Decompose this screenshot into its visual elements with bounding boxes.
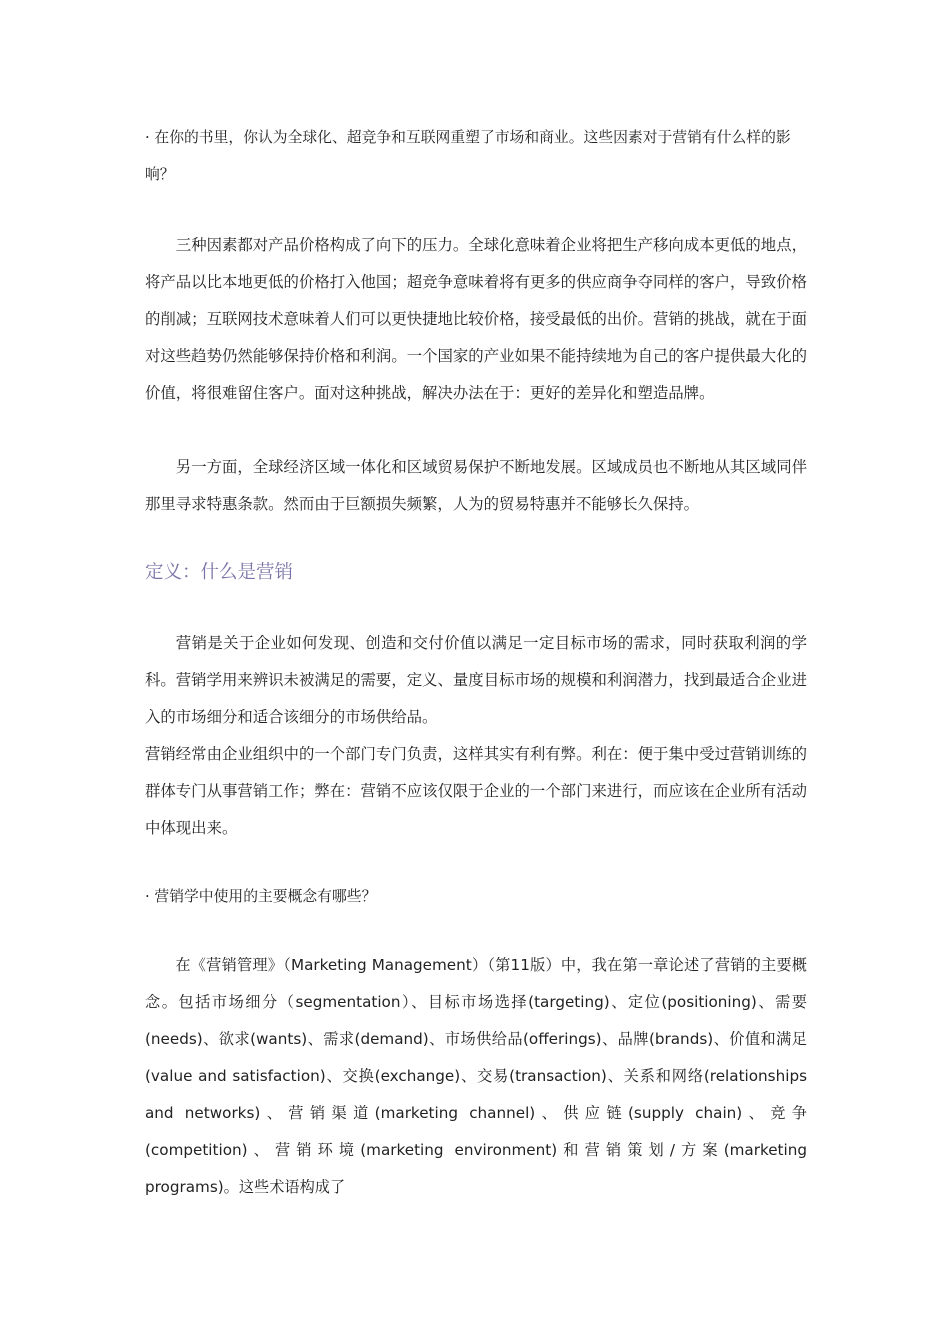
document-page — [145, 0, 807, 1344]
definition-paragraph-1: 营销是关于企业如何发现、创造和交付价值以满足一定目标市场的需求，同时获取利润的学科。营销学用来辨识未被满足的需要，定义、量度目标市场的规模和利润潜力，找到最适合企业进入的市场细分和适合该细分的市场供给品。 — [145, 634, 807, 726]
answer-globalization-paragraph-2: 另一方面，全球经济区域一体化和区域贸易保护不断地发展。区域成员也不断地从其区域同伴那里寻求特惠条款。然而由于巨额损失频繁，人为的贸易特惠并不能够长久保持。 — [145, 458, 807, 513]
answer-globalization-paragraph-1: 三种因素都对产品价格构成了向下的压力。全球化意味着企业将把生产移向成本更低的地点，将产品以比本地更低的价格打入他国；超竞争意味着将有更多的供应商争夺同样的客户，导致价格的削减；互联网技术意味着人们可以更快捷地比较价格，接受最低的出价。营销的挑战，就在于面对这些趋势仍然能够保持价格和利润。一个国家的产业如果不能持续地为自己的客户提供最大化的价值，将很难留住客户。面对这种挑战，解决办法在于：更好的差异化和塑造品牌。 — [145, 236, 807, 402]
question-globalization: · 在你的书里，你认为全球化、超竞争和互联网重塑了市场和商业。这些因素对于营销有什么样的影响？ — [145, 129, 791, 183]
definition-paragraph-2: 营销经常由企业组织中的一个部门专门负责，这样其实有利有弊。利在：便于集中受过营销训练的群体专门从事营销工作；弊在：营销不应该仅限于企业的一个部门来进行，而应该在企业所有活动中体现出来。 — [145, 745, 807, 837]
section-heading-definition: 定义：什么是营销 — [145, 562, 294, 583]
question-core-concepts: · 营销学中使用的主要概念有哪些？ — [145, 888, 377, 905]
answer-core-concepts-paragraph: 在《营销管理》（Marketing Management）（第11版）中，我在第一章论述了营销的主要概念。包括市场细分（segmentation）、目标市场选择(targeting)、定位(positioning)、需要(needs)、欲求(wants)、需求(demand)、市场供给品(offerings)、品牌(brands)、价值和满足(value and satisfaction)、交换(exchange)、交易(transaction)、关系和网络(relationships and networks)、营销渠道(marketing channel)、供应链(supply chain)、竞争(competition)、营销环境(marketing environment)和营销策划/方案(marketing programs)。这些术语构成了 — [145, 956, 807, 1196]
